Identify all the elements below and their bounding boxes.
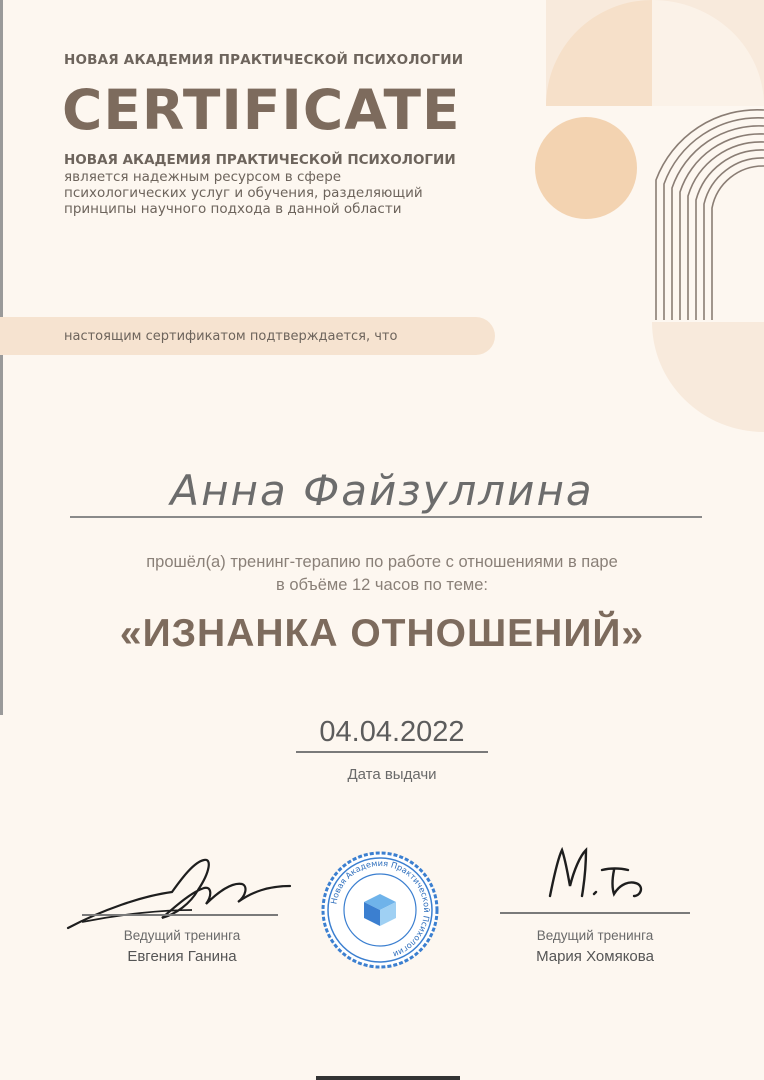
academy-stamp	[320, 850, 440, 970]
academy-description: является надежным ресурсом в сфере психологических услуг и обучения, разделяющий принципы научного подхода в данной области	[64, 169, 423, 217]
recipient-underline	[70, 516, 702, 518]
bottom-mark	[316, 1076, 460, 1080]
left-edge-line	[0, 0, 3, 715]
stamp-text: Новая Академия Практической Психологии	[328, 857, 433, 960]
left-signatory-role: Ведущий тренинга	[123, 928, 241, 943]
recipient-name: Анна Файзуллина	[170, 466, 594, 515]
confirmation-text: настоящим сертификатом подтверждается, что	[64, 329, 398, 344]
academy-name: НОВАЯ АКАДЕМИЯ ПРАКТИЧЕСКОЙ ПСИХОЛОГИИ	[64, 52, 464, 68]
right-signatory-name: Мария Хомякова	[536, 948, 654, 965]
issue-date: 04.04.2022	[319, 716, 465, 748]
signature-left	[62, 852, 302, 932]
deco-circle	[535, 117, 637, 219]
issue-date-label: Дата выдачи	[347, 766, 437, 783]
deco-bottom-arc	[652, 322, 764, 432]
signature-line-left	[82, 914, 278, 916]
issue-date-underline	[296, 751, 488, 753]
left-signatory-name: Евгения Ганина	[127, 948, 237, 965]
training-line-2: в объёме 12 часов по теме:	[275, 576, 489, 594]
certificate-title: CERTIFICATE	[62, 78, 461, 142]
signature-right	[540, 840, 660, 910]
academy-name-repeat: НОВАЯ АКАДЕМИЯ ПРАКТИЧЕСКОЙ ПСИХОЛОГИИ	[64, 152, 456, 168]
signature-line-right	[500, 912, 690, 914]
training-line-1: прошёл(а) тренинг-терапию по работе с отношениями в паре	[146, 553, 618, 571]
right-signatory-role: Ведущий тренинга	[536, 928, 654, 943]
training-topic: «ИЗНАНКА ОТНОШЕНИЙ»	[119, 612, 645, 655]
deco-arcs	[656, 110, 764, 320]
training-description	[40, 551, 724, 597]
